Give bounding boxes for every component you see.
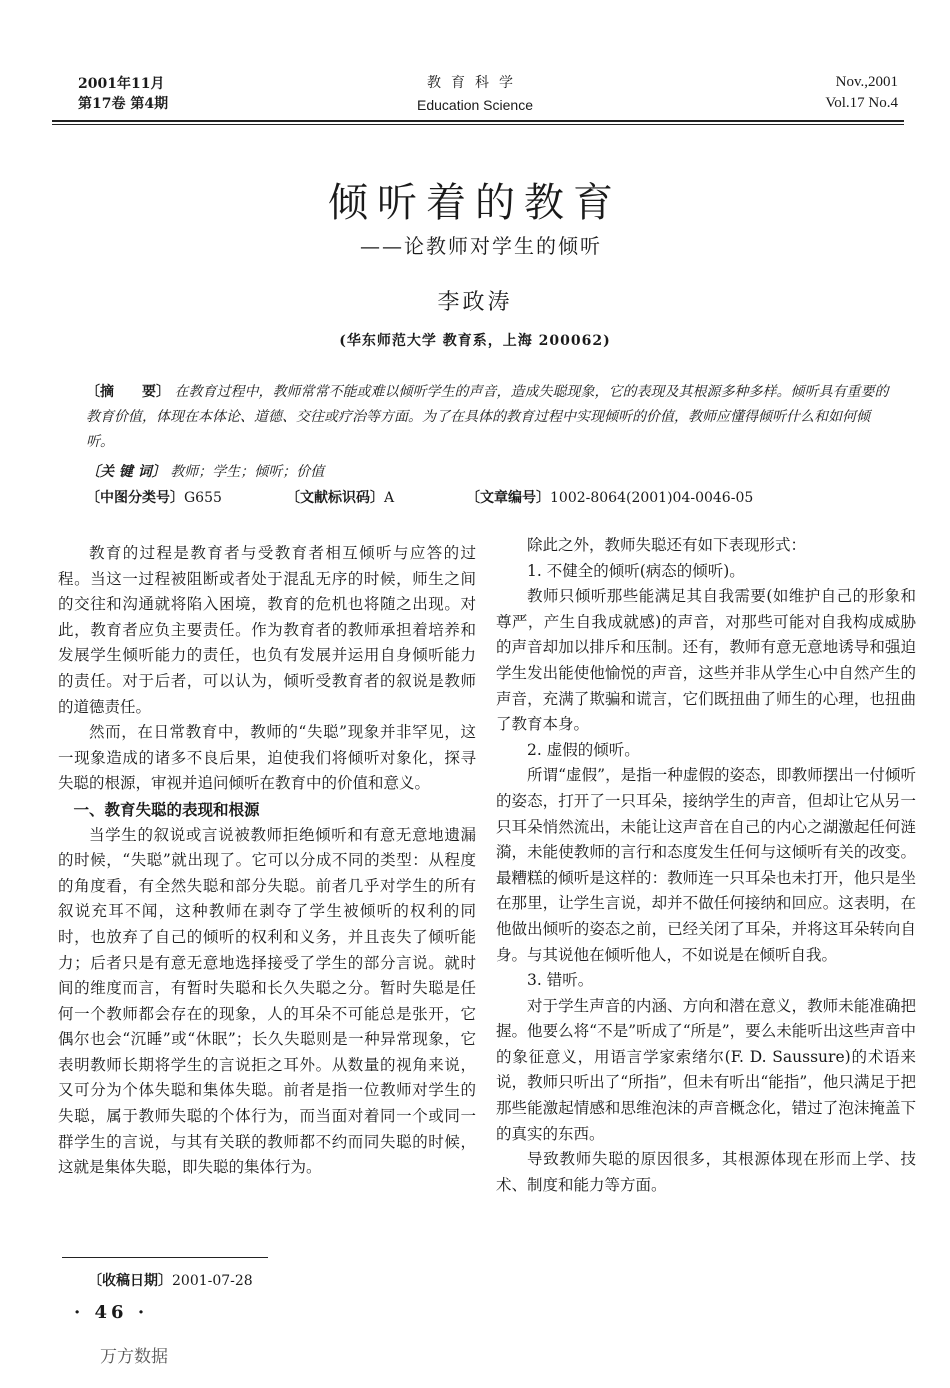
article-author: 李政涛	[437, 290, 513, 315]
paragraph: 然而，在日常教育中，教师的“失聪”现象并非罕见，这一现象造成的诸多不良后果，迫使我们将倾听对象化，探寻失聪的根源，审视并追问倾听在教育中的价值和意义。	[58, 723, 476, 793]
header-rule-thin	[52, 124, 904, 125]
received-label: 〔收稿日期〕	[88, 1273, 172, 1289]
right-column	[496, 533, 916, 1198]
page-number: · 46 ·	[74, 1302, 149, 1323]
journal-name	[300, 72, 650, 116]
header-rule-thick	[52, 120, 904, 122]
paragraph: 教育的过程是教育者与受教育者相互倾听与应答的过程。当这一过程被阻断或者处于混乱无序的时候，师生之间的交往和沟通就将陷入困境，教育的危机也将随之出现。对此，教育者应负主要责任。作为教育者的教师承担着培养和发展学生倾听能力的责任，也负有发展并运用自身倾听能力的责任。对于后者，可以认为，倾听受教育者的叙说是教师的道德责任。	[58, 544, 476, 716]
journal-name-cn: 教育科学	[427, 75, 523, 91]
list-heading: 2. 虚假的倾听。	[527, 740, 640, 759]
abstract-text: 在教育过程中，教师常常不能或难以倾听学生的声音，造成失聪现象，它的表现及其根源多种多样。倾听具有重要的教育价值，体现在本体论、道德、交往或疗治等方面。为了在具体的教育过程中实现倾听的价值，教师应懂得倾听什么和如何倾听。	[86, 384, 889, 450]
abstract-label: 〔摘 要〕	[86, 384, 170, 400]
paragraph: 导致教师失聪的原因很多，其根源体现在形而上学、技术、制度和能力等方面。	[496, 1150, 916, 1194]
doc-code-label: 〔文献标识码〕	[286, 490, 384, 506]
doc-code-value: A	[384, 490, 395, 506]
clc-value: G655	[184, 490, 222, 506]
journal-name-en: Education Science	[417, 97, 533, 113]
article-title: 倾听着的教育	[328, 180, 622, 226]
received-date	[88, 1270, 253, 1290]
footnote-rule	[62, 1257, 268, 1258]
article-no-label: 〔文章编号〕	[466, 490, 550, 506]
keywords-text: 教师；学生；倾听；价值	[170, 464, 325, 480]
paragraph: 所谓“虚假”，是指一种虚假的姿态，即教师摆出一付倾听的姿态，打开了一只耳朵，接纳学生的声音，但却让它从另一只耳朵悄然流出，未能让这声音在自己的内心之湖激起任何涟漪，未能使教师的言行和态度发生任何与这倾听有关的改变。最糟糕的倾听是这样的：教师连一只耳朵也未打开，他只是坐在那里，让学生言说，却并不做任何接纳和回应。这表明，在他做出倾听的姿态之前，已经关闭了耳朵，并将这耳朵转向自身。与其说他在倾听他人，不如说是在倾听自我。	[496, 766, 916, 964]
author-affiliation: (华东师范大学 教育系，上海 200062)	[339, 333, 611, 349]
left-column	[58, 541, 476, 1181]
paragraph: 当学生的叙说或言说被教师拒绝倾听和有意无意地遗漏的时候，“失聪”就出现了。它可以分成不同的类型：从程度的角度看，有全然失聪和部分失聪。前者几乎对学生的所有叙说充耳不闻，这种教师在剥夺了学生被倾听的权利的同时，也放弃了自己的倾听的权利和义务，并且丧失了倾听能力；后者只是有意无意地选择接受了学生的部分言说。就时间的维度而言，有暂时失聪和长久失聪之分。暂时失聪是任何一个教师都会存在的现象，人的耳朵不可能总是张开，它偶尔也会“沉睡”或“休眠”；长久失聪则是一种异常现象，它表明教师长期将学生的言说拒之耳外。从数量的视角来说，又可分为个体失聪和集体失聪。前者是指一位教师对学生的失聪，属于教师失聪的个体行为，而当面对着同一个或同一群学生的言说，与其有关联的教师都不约而同失聪的时候，这就是集体失聪，即失聪的集体行为。	[58, 825, 476, 1177]
journal-issue-info	[78, 74, 168, 114]
list-heading: 1. 不健全的倾听(病态的倾听)。	[527, 561, 745, 580]
paragraph: 对于学生声音的内涵、方向和潜在意义，教师未能准确把握。他要么将“不是”听成了“所是”，要么未能听出这些声音中的象征意义，用语言学家索绪尔(F. D. Saussure)的术语来说，教师只听出了“所指”，但未有听出“能指”，他只满足于把那些能激起情感和思维泡沫的声音概念化，错过了泡沫掩盖下的真实的东西。	[496, 996, 916, 1143]
paragraph: 除此之外，教师失聪还有如下表现形式：	[527, 536, 807, 554]
database-watermark: 万方数据	[100, 1347, 168, 1367]
issue-volume-cn: 第17卷 第4期	[78, 96, 169, 112]
abstract	[86, 380, 894, 455]
classification-row	[86, 486, 894, 510]
issue-date-cn: 2001年11月	[78, 76, 165, 92]
list-heading: 3. 错听。	[527, 971, 594, 990]
issue-volume-en: Vol.17 No.4	[825, 95, 898, 111]
article-subtitle: ——论教师对学生的倾听	[360, 234, 602, 258]
keywords	[86, 460, 894, 484]
issue-date-en: Nov.,2001	[835, 74, 898, 90]
section-heading: 一、教育失聪的表现和根源	[73, 799, 260, 819]
received-value: 2001-07-28	[172, 1273, 253, 1289]
keywords-label: 〔关 键 词〕	[86, 464, 166, 480]
journal-issue-info-en	[825, 72, 898, 114]
article-no-value: 1002-8064(2001)04-0046-05	[550, 490, 754, 506]
paragraph: 教师只倾听那些能满足其自我需要(如维护自己的形象和尊严，产生自我成就感)的声音，对那些可能对自我构成威胁的声音却加以排斥和压制。还有，教师有意无意地诱导和强迫学生发出能使他愉悦的声音，这些并非从学生心中自然产生的声音，充满了欺骗和谎言，它们既扭曲了师生的心理，也扭曲了教育本身。	[496, 587, 916, 734]
clc-label: 〔中图分类号〕	[86, 490, 184, 506]
